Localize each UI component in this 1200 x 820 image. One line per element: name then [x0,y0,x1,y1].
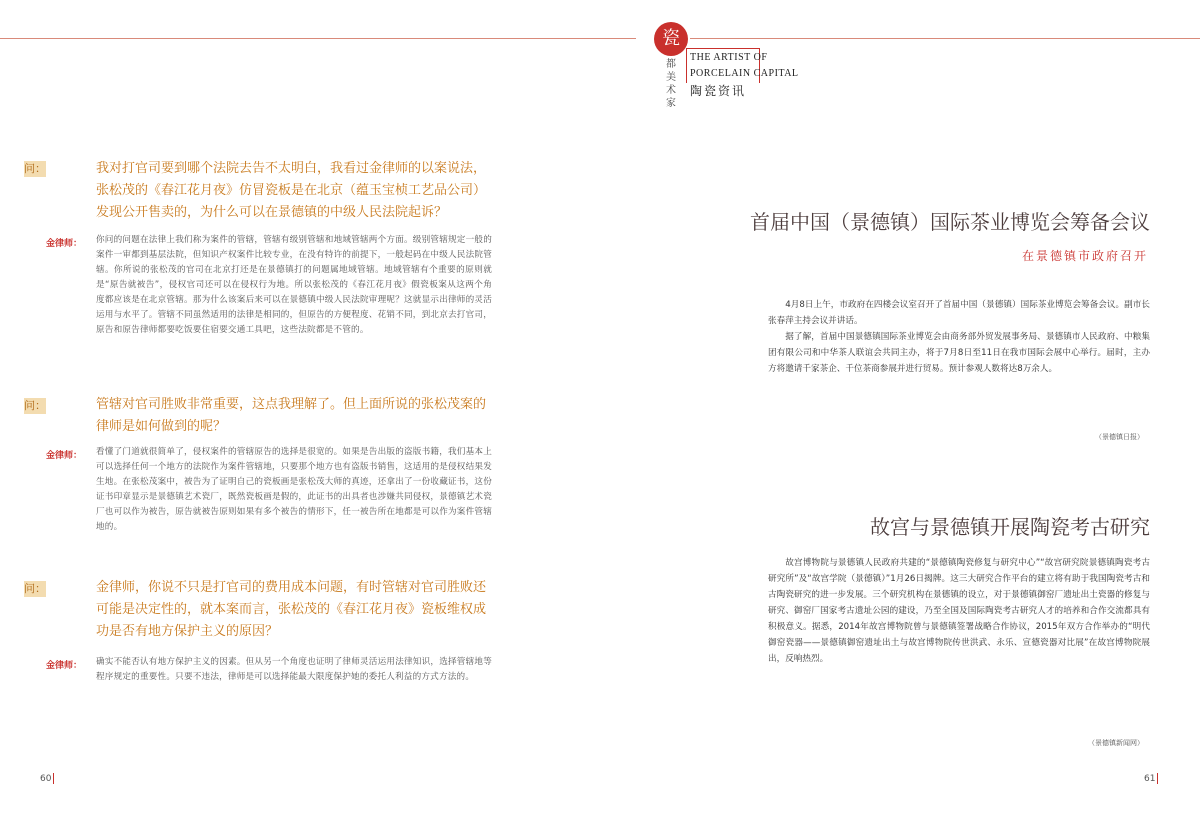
magazine-title [690,50,799,82]
article1-body [768,297,1150,377]
answer-text: 你问的问题在法律上我们称为案件的管辖，管辖有级别管辖和地域管辖两个方面。级别管辖规定一般的案件一审都到基层法院，但知识产权案件比较专业，在没有特许的前提下，一般起码在中级人民法院管辖。你所说的张松茂的官司在北京打还是在景德镇打的问题属地域管辖。地域管辖有个重要的原则就是“原告就被告”，侵权官司还可以在侵权行为地。所以张松茂的《春江花月夜》假瓷板案从这两个角度都应该是在北京管辖。那为什么该案后来可以在景德镇中级人民法院审理呢？这就显示出律师的灵活运用与水平了。管辖不同虽然适用的法律是相同的，但原告的方便程度、花销不同，到北京去打官司，原告和原告律师都要吃饭要住宿要交通工具吧，这些法院都是不管的。 [96,235,492,335]
header-rule-right [690,38,1200,39]
question-tag: 问： [24,399,46,412]
answer-tag: 金律师： [46,451,83,461]
section-label: 陶瓷资讯 [690,84,747,98]
article1-paragraph: 4月8日上午，市政府在四楼会议室召开了首届中国（景德镇）国际茶业博览会筹备会议。副市长张春萍主持会议并讲话。 [768,300,1150,326]
article1-subtitle: 在景德镇市政府召开 [1021,249,1148,263]
page-number-right [1144,773,1158,784]
logo-char: 瓷 [662,28,680,49]
logo-vertical-char: 美 [666,72,676,83]
article2-paragraph: 故宫博物院与景德镇人民政府共建的“景德镇陶瓷修复与研究中心”“故宫研究院景德镇陶瓷考古研究所”及“故宫学院（景德镇）”1月26日揭牌。这三大研究合作平台的建立将有助于我国陶瓷考古和古陶瓷研究的进一步发展。三个研究机构在景德镇的设立，对于景德镇御窑厂遗址出土瓷器的修复与研究、御窑厂国家考古遗址公园的建设，乃至全国及国际陶瓷考古研究人才的培养和合作交流都具有积极意义。据悉，2014年故宫博物院曾与景德镇签署战略合作协议，2015年双方合作举办的“明代御窑瓷器——景德镇御窑遗址出土与故宫博物院传世洪武、永乐、宣德瓷器对比展”在故宫博物院展出，反响热烈。 [768,558,1150,664]
question-text: 金律师，你说不只是打官司的费用成本问题，有时管辖对官司胜败还可能是决定性的，就本案而言，张松茂的《春江花月夜》瓷板维权成功是否有地方保护主义的原因？ [96,580,487,639]
article1-source: （景德镇日报） [1095,433,1144,441]
logo-vertical-text [664,58,678,110]
question-tag: 问： [24,582,46,595]
article2-title: 故宫与景德镇开展陶瓷考古研究 [870,515,1150,539]
answer-text: 确实不能否认有地方保护主义的因素。但从另一个角度也证明了律师灵活运用法律知识，选择管辖地等程序规定的重要性。只要不违法，律师是可以选择能最大限度保护她的委托人利益的方式方法的。 [96,657,492,682]
answer-tag: 金律师： [46,239,83,249]
article1-paragraph: 据了解，首届中国景德镇国际茶业博览会由商务部外贸发展事务局、景德镇市人民政府、中粮集团有限公司和中华茶人联谊会共同主办，将于7月8日至11日在我市国际会展中心举行。届时，主办方将邀请千家茶企、千位茶商参展并进行贸易。预计参观人数将达8万余人。 [768,332,1150,374]
question-tag: 问： [24,162,46,175]
magazine-title-line1: THE ARTIST OF [690,52,768,63]
article2-source: （景德镇新闻网） [1088,739,1144,747]
article1-title: 首届中国（景德镇）国际茶业博览会筹备会议 [750,210,1150,234]
logo-vertical-char: 都 [666,59,676,70]
magazine-title-line2: PORCELAIN CAPITAL [690,68,799,79]
logo-vertical-char: 术 [666,85,676,96]
header-rule-left [0,38,636,39]
page-number-text: 60 [40,774,52,784]
article2-body [768,555,1150,667]
question-text: 管辖对官司胜败非常重要，这点我理解了。但上面所说的张松茂案的律师是如何做到的呢？ [96,397,487,434]
question-text: 我对打官司要到哪个法院去告不太明白，我看过金律师的以案说法，张松茂的《春江花月夜》仿冒瓷板是在北京（蕴玉宝桢工艺品公司）发现公开售卖的，为什么可以在景德镇的中级人民法院起诉？ [96,161,487,220]
answer-text: 看懂了门道就很简单了，侵权案件的管辖原告的选择是很宽的。如果是告出版的盗版书籍，我们基本上可以选择任何一个地方的法院作为案件管辖地，只要那个地方也有盗版书销售，这适用的是侵权结果发生地。在张松茂案中，被告为了证明自己的瓷板画是张松茂大师的真迹，还拿出了一份收藏证书，这份证书印章显示是景德镇艺术瓷厂，既然瓷板画是假的，此证书的出具者也涉嫌共同侵权，景德镇艺术瓷厂也可以作为被告，原告就被告原则如果有多个被告的情形下，任一被告所在地都是可以作为案件管辖地的。 [96,447,492,532]
page-number-text: 61 [1144,774,1156,784]
logo-vertical-char: 家 [666,98,676,109]
logo-seal [654,22,688,56]
page-number-bar [53,773,54,784]
page-number-bar [1157,773,1158,784]
answer-tag: 金律师： [46,661,83,671]
page-number-left [40,773,54,784]
